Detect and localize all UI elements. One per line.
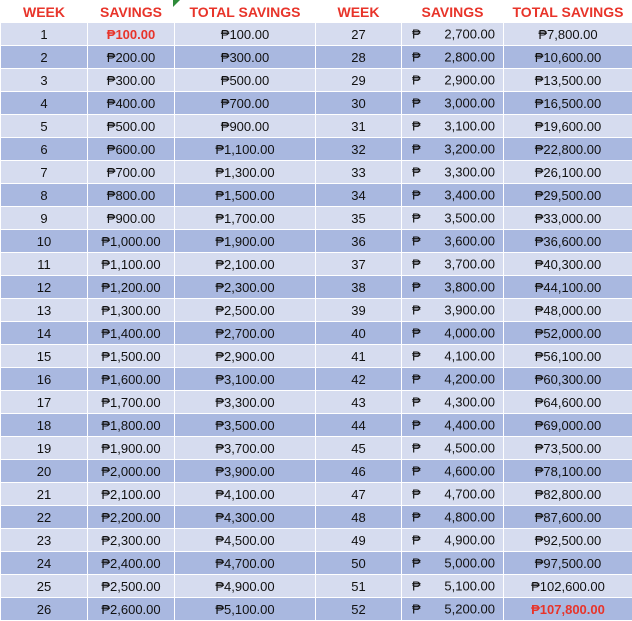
cell-week[interactable]: 15	[1, 345, 88, 368]
cell-week[interactable]: 34	[316, 184, 402, 207]
table-row	[1, 345, 632, 368]
cell-savings[interactable]: ₱2,000.00	[88, 460, 175, 483]
currency-symbol: ₱	[412, 509, 421, 525]
cell-savings[interactable]	[402, 230, 504, 253]
table-row	[1, 184, 632, 207]
header-total-savings-right[interactable]: TOTAL SAVINGS	[504, 1, 632, 23]
cell-savings[interactable]	[402, 483, 504, 506]
table-row	[1, 437, 632, 460]
cell-savings[interactable]: ₱300.00	[88, 69, 175, 92]
cell-total-savings[interactable]: ₱29,500.00	[504, 184, 632, 207]
cell-savings[interactable]	[402, 138, 504, 161]
cell-total-savings[interactable]: ₱78,100.00	[504, 460, 632, 483]
cell-total-savings[interactable]: ₱3,300.00	[175, 391, 316, 414]
cell-total-savings[interactable]: ₱13,500.00	[504, 69, 632, 92]
table-row	[1, 529, 632, 552]
table-row	[1, 460, 632, 483]
table-row	[1, 276, 632, 299]
cell-total-savings[interactable]: ₱10,600.00	[504, 46, 632, 69]
cell-savings[interactable]: ₱1,400.00	[88, 322, 175, 345]
cell-week[interactable]: 37	[316, 253, 402, 276]
cell-total-savings[interactable]: ₱1,300.00	[175, 161, 316, 184]
cell-week[interactable]: 18	[1, 414, 88, 437]
cell-week[interactable]: 7	[1, 161, 88, 184]
currency-symbol: ₱	[412, 578, 421, 594]
currency-symbol: ₱	[412, 210, 421, 226]
cell-total-savings[interactable]: ₱60,300.00	[504, 368, 632, 391]
cell-week[interactable]: 39	[316, 299, 402, 322]
currency-symbol: ₱	[412, 371, 421, 387]
currency-symbol: ₱	[412, 95, 421, 111]
cell-week[interactable]: 51	[316, 575, 402, 598]
cell-savings[interactable]	[402, 161, 504, 184]
cell-savings[interactable]: ₱900.00	[88, 207, 175, 230]
currency-symbol: ₱	[412, 118, 421, 134]
cell-total-savings[interactable]: ₱64,600.00	[504, 391, 632, 414]
table-row	[1, 414, 632, 437]
cell-week[interactable]: 20	[1, 460, 88, 483]
cell-week[interactable]: 13	[1, 299, 88, 322]
table-row	[1, 598, 632, 621]
cell-savings[interactable]	[402, 299, 504, 322]
cell-week[interactable]: 47	[316, 483, 402, 506]
cell-week[interactable]: 30	[316, 92, 402, 115]
cell-week[interactable]: 36	[316, 230, 402, 253]
savings-amount: 4,400.00	[444, 417, 495, 433]
table-row	[1, 138, 632, 161]
cell-total-savings[interactable]: ₱40,300.00	[504, 253, 632, 276]
currency-symbol: ₱	[412, 26, 421, 42]
cell-total-savings[interactable]: ₱92,500.00	[504, 529, 632, 552]
cell-week[interactable]: 50	[316, 552, 402, 575]
cell-total-savings[interactable]: ₱3,900.00	[175, 460, 316, 483]
cell-total-savings[interactable]: ₱100.00	[175, 23, 316, 46]
cell-savings[interactable]: ₱2,100.00	[88, 483, 175, 506]
table-row	[1, 207, 632, 230]
cell-total-savings[interactable]: ₱36,600.00	[504, 230, 632, 253]
cell-savings[interactable]: ₱2,400.00	[88, 552, 175, 575]
cell-total-savings[interactable]: ₱5,100.00	[175, 598, 316, 621]
cell-week[interactable]: 41	[316, 345, 402, 368]
savings-amount: 2,800.00	[444, 49, 495, 65]
cell-week[interactable]: 29	[316, 69, 402, 92]
header-total-savings-left[interactable]: TOTAL SAVINGS	[175, 1, 316, 23]
cell-week[interactable]: 42	[316, 368, 402, 391]
cell-week[interactable]: 24	[1, 552, 88, 575]
cell-savings[interactable]: ₱2,300.00	[88, 529, 175, 552]
cell-total-savings[interactable]: ₱4,500.00	[175, 529, 316, 552]
table-row	[1, 23, 632, 46]
savings-amount: 3,100.00	[444, 118, 495, 134]
cell-savings[interactable]	[402, 552, 504, 575]
cell-savings[interactable]: ₱800.00	[88, 184, 175, 207]
cell-savings[interactable]	[402, 276, 504, 299]
cell-savings[interactable]	[402, 46, 504, 69]
cell-total-savings[interactable]: ₱16,500.00	[504, 92, 632, 115]
cell-total-savings[interactable]: ₱102,600.00	[504, 575, 632, 598]
cell-week[interactable]: 6	[1, 138, 88, 161]
currency-symbol: ₱	[412, 302, 421, 318]
cell-savings[interactable]: ₱1,700.00	[88, 391, 175, 414]
cell-total-savings[interactable]: ₱44,100.00	[504, 276, 632, 299]
cell-savings[interactable]	[402, 460, 504, 483]
cell-total-savings[interactable]: ₱2,100.00	[175, 253, 316, 276]
savings-amount: 3,000.00	[444, 95, 495, 111]
table-row	[1, 391, 632, 414]
cell-savings[interactable]	[402, 529, 504, 552]
savings-amount: 3,200.00	[444, 141, 495, 157]
cell-savings[interactable]: ₱700.00	[88, 161, 175, 184]
cell-week[interactable]: 49	[316, 529, 402, 552]
cell-total-savings[interactable]: ₱4,100.00	[175, 483, 316, 506]
cell-savings[interactable]	[402, 575, 504, 598]
currency-symbol: ₱	[412, 72, 421, 88]
cell-total-savings[interactable]: ₱97,500.00	[504, 552, 632, 575]
cell-savings[interactable]: ₱1,500.00	[88, 345, 175, 368]
savings-amount: 4,600.00	[444, 463, 495, 479]
savings-amount: 5,100.00	[444, 578, 495, 594]
cell-savings[interactable]	[402, 506, 504, 529]
currency-symbol: ₱	[412, 49, 421, 65]
cell-week[interactable]: 11	[1, 253, 88, 276]
savings-amount: 5,000.00	[444, 555, 495, 571]
cell-savings[interactable]: ₱1,200.00	[88, 276, 175, 299]
table-row	[1, 253, 632, 276]
cell-savings[interactable]: ₱1,300.00	[88, 299, 175, 322]
savings-amount: 3,900.00	[444, 302, 495, 318]
cell-total-savings[interactable]: ₱87,600.00	[504, 506, 632, 529]
cell-week[interactable]: 22	[1, 506, 88, 529]
cell-savings[interactable]	[402, 437, 504, 460]
table-row	[1, 115, 632, 138]
cell-week[interactable]: 52	[316, 598, 402, 621]
currency-symbol: ₱	[412, 555, 421, 571]
currency-symbol: ₱	[412, 348, 421, 364]
cell-savings[interactable]: ₱600.00	[88, 138, 175, 161]
cell-total-savings[interactable]: ₱56,100.00	[504, 345, 632, 368]
cell-savings[interactable]: ₱1,600.00	[88, 368, 175, 391]
cell-savings[interactable]	[402, 368, 504, 391]
cell-total-savings[interactable]: ₱19,600.00	[504, 115, 632, 138]
cell-total-savings[interactable]: ₱48,000.00	[504, 299, 632, 322]
cell-total-savings[interactable]: ₱2,300.00	[175, 276, 316, 299]
cell-savings[interactable]: ₱400.00	[88, 92, 175, 115]
savings-amount: 3,700.00	[444, 256, 495, 272]
savings-amount: 2,900.00	[444, 72, 495, 88]
currency-symbol: ₱	[412, 532, 421, 548]
cell-savings[interactable]	[402, 322, 504, 345]
cell-total-savings[interactable]: ₱3,500.00	[175, 414, 316, 437]
cell-week[interactable]: 19	[1, 437, 88, 460]
cell-week[interactable]: 25	[1, 575, 88, 598]
cell-week[interactable]: 35	[316, 207, 402, 230]
cell-savings[interactable]: ₱2,500.00	[88, 575, 175, 598]
cell-week[interactable]: 38	[316, 276, 402, 299]
cell-week[interactable]: 44	[316, 414, 402, 437]
cell-total-savings[interactable]: ₱82,800.00	[504, 483, 632, 506]
cell-total-savings[interactable]: ₱4,300.00	[175, 506, 316, 529]
currency-symbol: ₱	[412, 417, 421, 433]
savings-amount: 3,300.00	[444, 164, 495, 180]
header-week-right[interactable]: WEEK	[316, 1, 402, 23]
cell-total-savings[interactable]: ₱2,700.00	[175, 322, 316, 345]
cell-savings[interactable]: ₱1,800.00	[88, 414, 175, 437]
cell-week[interactable]: 8	[1, 184, 88, 207]
cell-week[interactable]: 48	[316, 506, 402, 529]
table-row	[1, 92, 632, 115]
cell-savings[interactable]: ₱2,600.00	[88, 598, 175, 621]
cell-week[interactable]: 9	[1, 207, 88, 230]
currency-symbol: ₱	[412, 325, 421, 341]
cell-savings[interactable]	[402, 92, 504, 115]
table-row	[1, 552, 632, 575]
savings-amount: 3,400.00	[444, 187, 495, 203]
currency-symbol: ₱	[412, 440, 421, 456]
cell-week[interactable]: 5	[1, 115, 88, 138]
cell-week[interactable]: 46	[316, 460, 402, 483]
currency-symbol: ₱	[412, 394, 421, 410]
currency-symbol: ₱	[412, 486, 421, 502]
savings-amount: 3,500.00	[444, 210, 495, 226]
currency-symbol: ₱	[412, 141, 421, 157]
cell-week[interactable]: 16	[1, 368, 88, 391]
cell-savings[interactable]: ₱200.00	[88, 46, 175, 69]
header-week-left[interactable]: WEEK	[1, 1, 88, 23]
cell-total-savings[interactable]: ₱26,100.00	[504, 161, 632, 184]
savings-amount: 4,100.00	[444, 348, 495, 364]
currency-symbol: ₱	[412, 187, 421, 203]
cell-total-savings[interactable]: ₱500.00	[175, 69, 316, 92]
cell-week[interactable]: 17	[1, 391, 88, 414]
cell-total-savings[interactable]: ₱52,000.00	[504, 322, 632, 345]
cell-total-savings[interactable]: ₱7,800.00	[504, 23, 632, 46]
currency-symbol: ₱	[412, 601, 421, 617]
cell-total-savings[interactable]: ₱33,000.00	[504, 207, 632, 230]
cell-savings[interactable]: ₱100.00	[88, 23, 175, 46]
savings-amount: 3,800.00	[444, 279, 495, 295]
savings-amount: 4,200.00	[444, 371, 495, 387]
cell-week[interactable]: 27	[316, 23, 402, 46]
cell-week[interactable]: 32	[316, 138, 402, 161]
cell-savings[interactable]: ₱2,200.00	[88, 506, 175, 529]
cell-total-savings[interactable]: ₱2,500.00	[175, 299, 316, 322]
savings-amount: 4,300.00	[444, 394, 495, 410]
cell-savings[interactable]	[402, 391, 504, 414]
currency-symbol: ₱	[412, 256, 421, 272]
cell-total-savings[interactable]: ₱3,100.00	[175, 368, 316, 391]
savings-amount: 5,200.00	[444, 601, 495, 617]
savings-amount: 3,600.00	[444, 233, 495, 249]
cell-week[interactable]: 1	[1, 23, 88, 46]
cell-total-savings[interactable]: ₱22,800.00	[504, 138, 632, 161]
header-savings-left[interactable]: SAVINGS	[88, 1, 175, 23]
cell-savings[interactable]: ₱1,900.00	[88, 437, 175, 460]
currency-symbol: ₱	[412, 463, 421, 479]
cell-total-savings[interactable]: ₱1,700.00	[175, 207, 316, 230]
savings-amount: 2,700.00	[444, 26, 495, 42]
currency-symbol: ₱	[412, 279, 421, 295]
cell-week[interactable]: 31	[316, 115, 402, 138]
cell-savings[interactable]	[402, 23, 504, 46]
table-row	[1, 322, 632, 345]
cell-total-savings[interactable]: ₱107,800.00	[504, 598, 632, 621]
cell-savings[interactable]	[402, 414, 504, 437]
table-row	[1, 161, 632, 184]
cell-savings[interactable]	[402, 69, 504, 92]
cell-week[interactable]: 4	[1, 92, 88, 115]
cell-total-savings[interactable]: ₱1,500.00	[175, 184, 316, 207]
comment-marker-icon[interactable]	[173, 0, 180, 7]
cell-week[interactable]: 14	[1, 322, 88, 345]
cell-week[interactable]: 12	[1, 276, 88, 299]
cell-week[interactable]: 2	[1, 46, 88, 69]
savings-amount: 4,800.00	[444, 509, 495, 525]
table-row	[1, 69, 632, 92]
cell-total-savings[interactable]: ₱700.00	[175, 92, 316, 115]
table-row	[1, 230, 632, 253]
table-row	[1, 483, 632, 506]
cell-week[interactable]: 10	[1, 230, 88, 253]
cell-total-savings[interactable]: ₱73,500.00	[504, 437, 632, 460]
cell-total-savings[interactable]: ₱4,700.00	[175, 552, 316, 575]
cell-savings[interactable]	[402, 253, 504, 276]
cell-total-savings[interactable]: ₱4,900.00	[175, 575, 316, 598]
cell-total-savings[interactable]: ₱1,100.00	[175, 138, 316, 161]
cell-savings[interactable]	[402, 115, 504, 138]
cell-savings[interactable]	[402, 598, 504, 621]
cell-week[interactable]: 21	[1, 483, 88, 506]
cell-savings[interactable]: ₱1,100.00	[88, 253, 175, 276]
table-row	[1, 299, 632, 322]
cell-savings[interactable]	[402, 345, 504, 368]
cell-savings[interactable]	[402, 207, 504, 230]
cell-week[interactable]: 23	[1, 529, 88, 552]
savings-amount: 4,700.00	[444, 486, 495, 502]
currency-symbol: ₱	[412, 164, 421, 180]
cell-savings[interactable]	[402, 184, 504, 207]
cell-week[interactable]: 43	[316, 391, 402, 414]
cell-total-savings[interactable]: ₱69,000.00	[504, 414, 632, 437]
table-row	[1, 46, 632, 69]
table-row	[1, 575, 632, 598]
cell-total-savings[interactable]: ₱2,900.00	[175, 345, 316, 368]
savings-amount: 4,000.00	[444, 325, 495, 341]
savings-amount: 4,500.00	[444, 440, 495, 456]
header-savings-right[interactable]: SAVINGS	[402, 1, 504, 23]
cell-total-savings[interactable]: ₱300.00	[175, 46, 316, 69]
cell-week[interactable]: 26	[1, 598, 88, 621]
header-row	[1, 1, 632, 23]
cell-savings[interactable]: ₱500.00	[88, 115, 175, 138]
cell-week[interactable]: 45	[316, 437, 402, 460]
cell-week[interactable]: 40	[316, 322, 402, 345]
currency-symbol: ₱	[412, 233, 421, 249]
cell-savings[interactable]: ₱1,000.00	[88, 230, 175, 253]
cell-week[interactable]: 33	[316, 161, 402, 184]
cell-week[interactable]: 28	[316, 46, 402, 69]
cell-total-savings[interactable]: ₱900.00	[175, 115, 316, 138]
cell-week[interactable]: 3	[1, 69, 88, 92]
cell-total-savings[interactable]: ₱3,700.00	[175, 437, 316, 460]
table-row	[1, 506, 632, 529]
table-row	[1, 368, 632, 391]
savings-amount: 4,900.00	[444, 532, 495, 548]
cell-total-savings[interactable]: ₱1,900.00	[175, 230, 316, 253]
